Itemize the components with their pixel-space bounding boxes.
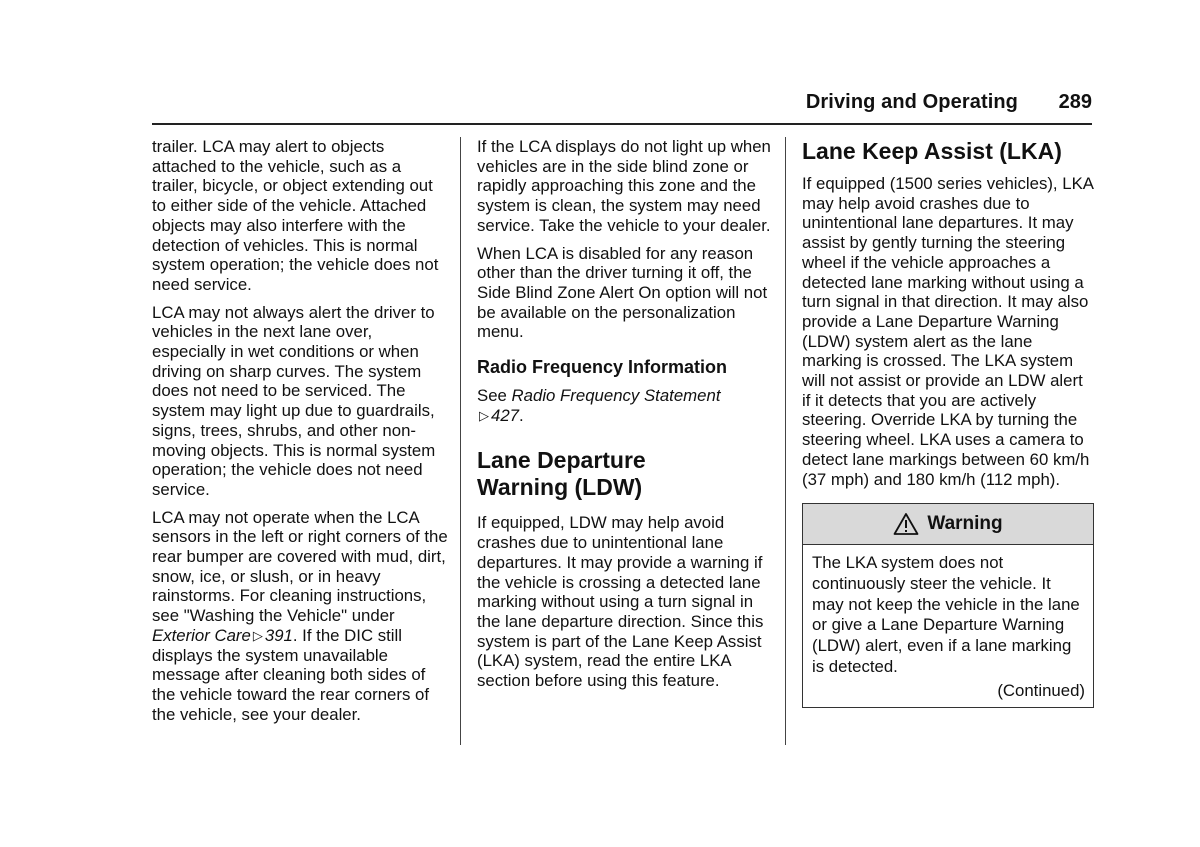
radio-frequency-link[interactable]: Radio Frequency Statement: [511, 386, 721, 406]
header-divider: [152, 123, 1092, 125]
lca-objects-paragraph: trailer. LCA may alert to objects attached to the vehicle, such as a trailer, bicycle, or object extending out to either side of the vehicle. Attached objects may also interfere with the detection of vehicles. This is normal system operation; the vehicle does not need service.: [152, 137, 439, 294]
lca-service-paragraph: If the LCA displays do not light up when vehicles are in the side blind zone or rapidly approaching this zone and the system is clean, the system may need service. Take the vehicle to your dealer.: [477, 137, 771, 235]
lca-alert-paragraph: LCA may not always alert the driver to vehicles in the next lane over, especially in wet conditions or when driving on sharp curves. The system does not need to be serviced. The system may light up due to guardrails, signs, trees, shrubs, and other non-moving objects. This is normal system operation; the vehicle does not need service.: [152, 302, 436, 499]
ldw-heading-line-1: Lane Departure: [477, 447, 646, 474]
warning-body: The LKA system does not continuously steer the vehicle. It may not keep the vehicle in the lane or give a Lane Departure Warning (LDW) alert, even if a lane marking is detected.: [812, 553, 1080, 676]
exterior-care-page[interactable]: 391: [264, 625, 293, 645]
ldw-paragraph: If equipped, LDW may help avoid crashes due to unintentional lane departures. It may provide a warning if the vehicle is crossing a detected lane marking without using a turn signal in the lane departure direction. Since this system is part of the Lane Keep Assist (LKA) system, read the entire LKA section before using this feature.: [477, 513, 764, 691]
page-number: 289: [1058, 91, 1092, 113]
text-span: .: [519, 405, 524, 425]
warning-header: [803, 504, 1093, 545]
text-span: . If the DIC still displays the system unavailable message after cleaning both sides of the vehicle toward the rear corners of the vehicle, see your dealer.: [152, 625, 430, 724]
page-reference-arrow-icon: ▷: [479, 407, 489, 423]
warning-triangle-icon: [893, 512, 919, 536]
lka-heading: Lane Keep Assist (LKA): [802, 138, 1062, 164]
text-span: LCA may not operate when the LCA sensors in the left or right corners of the rear bumper are covered with mud, dirt, snow, ice, or slush, or in heavy rainstorms. For cleaning instructions, see "Washing the Vehicle" under: [152, 507, 448, 626]
lca-disabled-paragraph: When LCA is disabled for any reason other than the driver turning it off, the Side Blind Zone Alert On option will not be available on the personalization menu.: [477, 243, 768, 342]
radio-frequency-heading: Radio Frequency Information: [477, 357, 728, 378]
warning-title: Warning: [927, 513, 1003, 535]
radio-frequency-page[interactable]: 427: [491, 405, 519, 425]
exterior-care-link[interactable]: Exterior Care: [152, 625, 251, 645]
warning-continued: (Continued): [997, 681, 1085, 701]
warning-box: [802, 503, 1094, 708]
column-3: [802, 137, 1094, 708]
ldw-heading: [477, 447, 775, 501]
column-2: [477, 137, 775, 699]
column-divider-1: [460, 137, 461, 745]
ldw-heading-line-2: Warning (LDW): [477, 474, 643, 501]
radio-frequency-paragraph: [477, 386, 775, 425]
section-title: Driving and Operating: [805, 91, 1018, 113]
page-reference-arrow-icon: ▷: [252, 627, 263, 643]
lca-sensors-paragraph: [152, 508, 450, 725]
lka-paragraph: If equipped (1500 series vehicles), LKA may help avoid crashes due to unintentional lane departures. It may assist by gently turning the steering wheel if the vehicle approaches a detected lane marking without using a turn signal in that direction. It may also provide a Lane Departure Warning (LDW) system alert as the lane marking is crossed. The LKA system will not assist or provide an LDW alert if it detects that you are actively steering. Override LKA by turning the steering wheel. LKA uses a camera to detect lane markings between 60 km/h (37 mph) and 180 km/h (112 mph).: [802, 174, 1094, 489]
text-span: See: [477, 386, 512, 406]
column-divider-2: [785, 137, 786, 745]
column-1: [152, 137, 450, 732]
